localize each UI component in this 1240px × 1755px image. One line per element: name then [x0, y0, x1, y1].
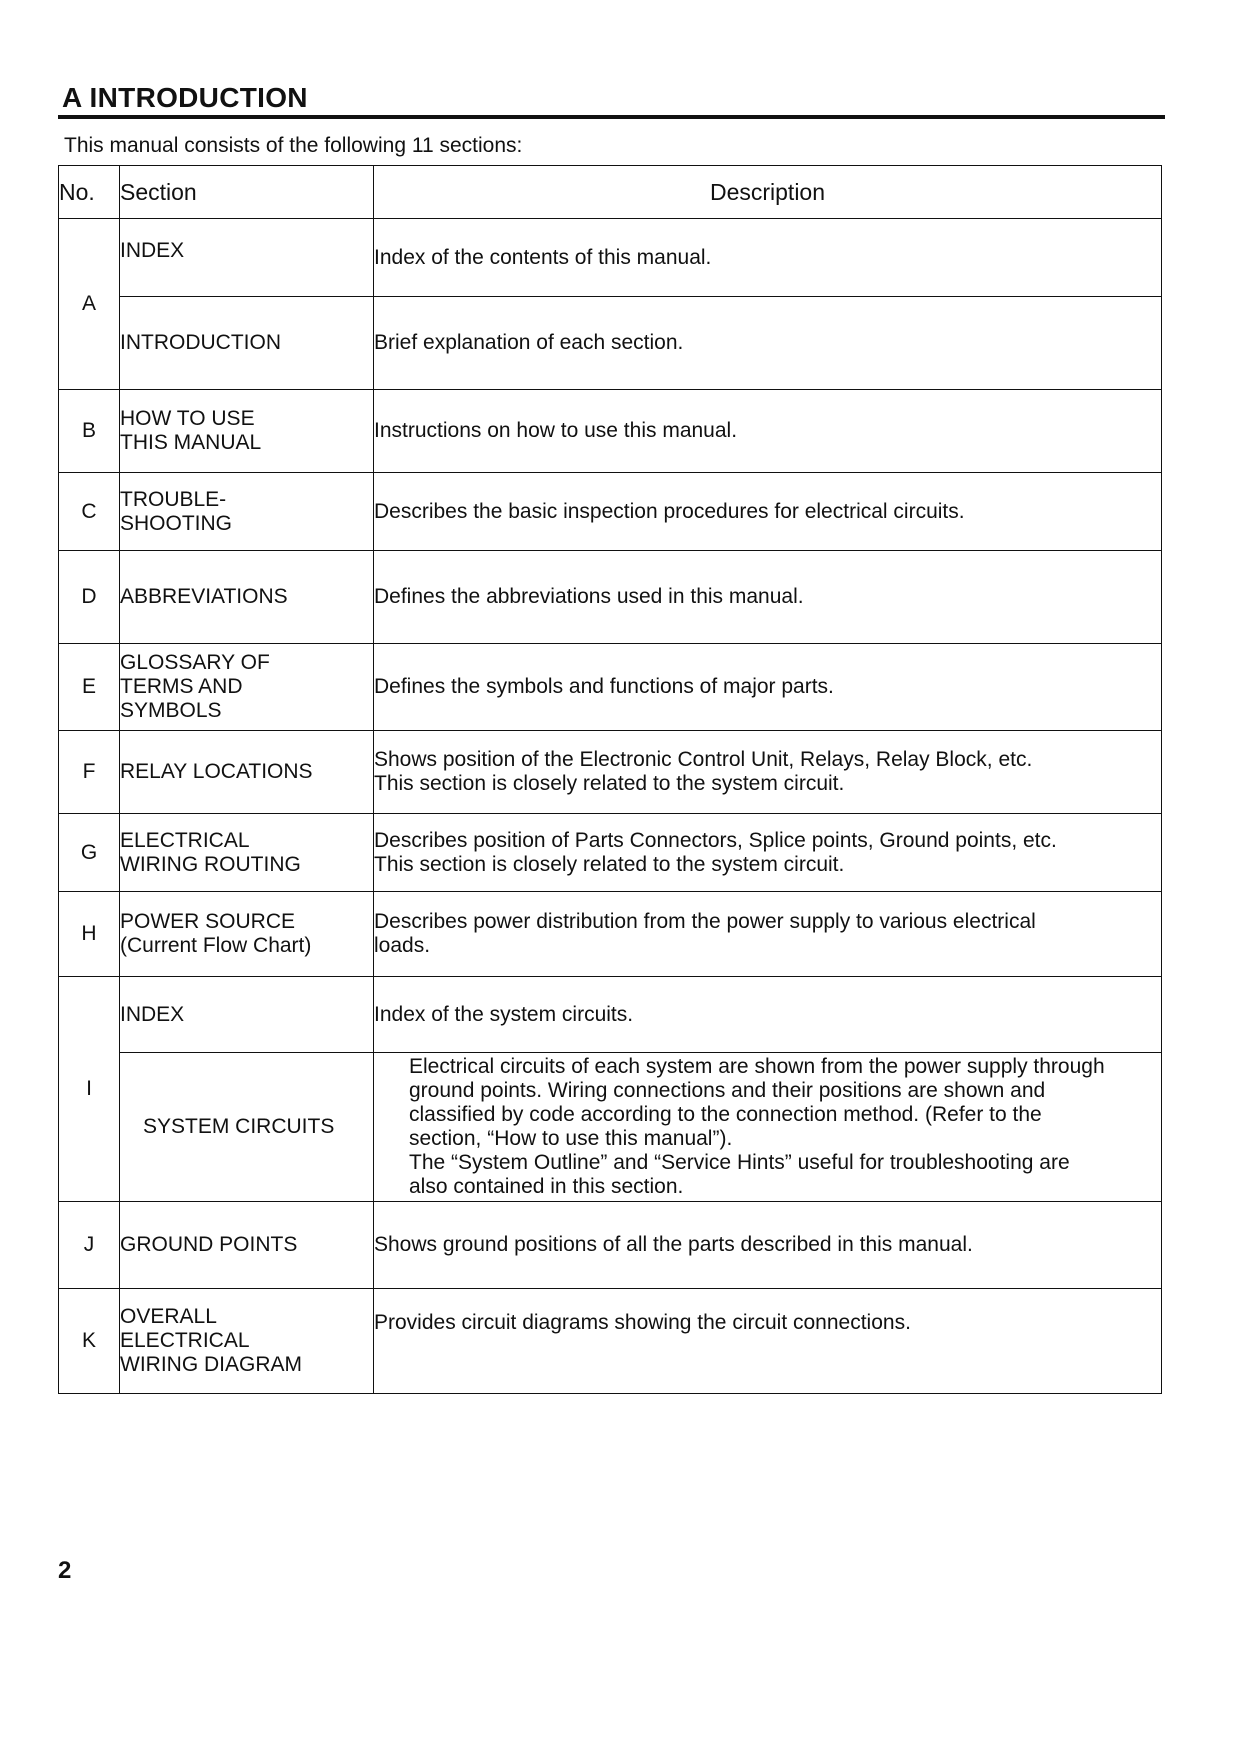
row-description: Defines the abbreviations used in this manual. — [374, 551, 1162, 644]
table-row — [59, 297, 1162, 390]
table-row — [59, 1202, 1162, 1289]
row-description: Describes power distribution from the power supply to various electrical loads. — [374, 892, 1162, 977]
row-section: INDEX — [120, 219, 374, 297]
table-row — [59, 731, 1162, 814]
table-row — [59, 1289, 1162, 1394]
row-no: D — [59, 551, 120, 644]
row-no: F — [59, 731, 120, 814]
table-row — [59, 219, 1162, 297]
row-no: E — [59, 644, 120, 731]
row-section: GROUND POINTS — [120, 1202, 374, 1289]
row-no: H — [59, 892, 120, 977]
table-row — [59, 892, 1162, 977]
row-section: ELECTRICAL WIRING ROUTING — [120, 814, 374, 892]
row-description: Index of the contents of this manual. — [374, 219, 1162, 297]
row-no: B — [59, 390, 120, 473]
row-no: I — [59, 977, 120, 1202]
table-row — [59, 644, 1162, 731]
table-header-row — [59, 166, 1162, 219]
row-no: J — [59, 1202, 120, 1289]
header-description: Description — [374, 166, 1162, 219]
header-section: Section — [120, 166, 374, 219]
page-heading: A INTRODUCTION — [62, 82, 308, 113]
row-section: TROUBLE- SHOOTING — [120, 473, 374, 551]
row-section: SYSTEM CIRCUITS — [120, 1053, 374, 1202]
sections-table — [58, 165, 1162, 1394]
row-section: GLOSSARY OF TERMS AND SYMBOLS — [120, 644, 374, 731]
table-row — [59, 551, 1162, 644]
row-section: OVERALL ELECTRICAL WIRING DIAGRAM — [120, 1289, 374, 1394]
table-row — [59, 977, 1162, 1053]
intro-text: This manual consists of the following 11 sections: — [64, 134, 523, 157]
row-no: G — [59, 814, 120, 892]
row-section: INDEX — [120, 977, 374, 1053]
row-section: HOW TO USE THIS MANUAL — [120, 390, 374, 473]
table-row — [59, 390, 1162, 473]
row-section: INTRODUCTION — [120, 297, 374, 390]
table-row — [59, 814, 1162, 892]
row-description: Brief explanation of each section. — [374, 297, 1162, 390]
row-description: Index of the system circuits. — [374, 977, 1162, 1053]
row-description: Describes position of Parts Connectors, Splice points, Ground points, etc. This section is closely related to the system circuit. — [374, 814, 1162, 892]
table-row — [59, 473, 1162, 551]
row-description: Shows ground positions of all the parts described in this manual. — [374, 1202, 1162, 1289]
row-description: Provides circuit diagrams showing the circuit connections. — [374, 1289, 1162, 1394]
row-section: RELAY LOCATIONS — [120, 731, 374, 814]
page-number: 2 — [58, 1557, 72, 1584]
row-description: Instructions on how to use this manual. — [374, 390, 1162, 473]
row-description: Shows position of the Electronic Control Unit, Relays, Relay Block, etc. This section is closely related to the system circuit. — [374, 731, 1162, 814]
row-description: Defines the symbols and functions of major parts. — [374, 644, 1162, 731]
table-row — [59, 1053, 1162, 1202]
row-no: C — [59, 473, 120, 551]
header-no: No. — [59, 166, 120, 219]
row-section: ABBREVIATIONS — [120, 551, 374, 644]
row-no: K — [59, 1289, 120, 1394]
row-no: A — [59, 219, 120, 390]
row-description: Describes the basic inspection procedures for electrical circuits. — [374, 473, 1162, 551]
row-section: POWER SOURCE (Current Flow Chart) — [120, 892, 374, 977]
row-description: Electrical circuits of each system are shown from the power supply through ground points. Wiring connections and their positions are shown and classified by code according to the connection method. (Refer to the section, “How to use this manual”). The “System Outline” and “Service Hints” useful for troubleshooting are also contained in this section. — [374, 1053, 1162, 1202]
heading-rule — [58, 115, 1165, 119]
